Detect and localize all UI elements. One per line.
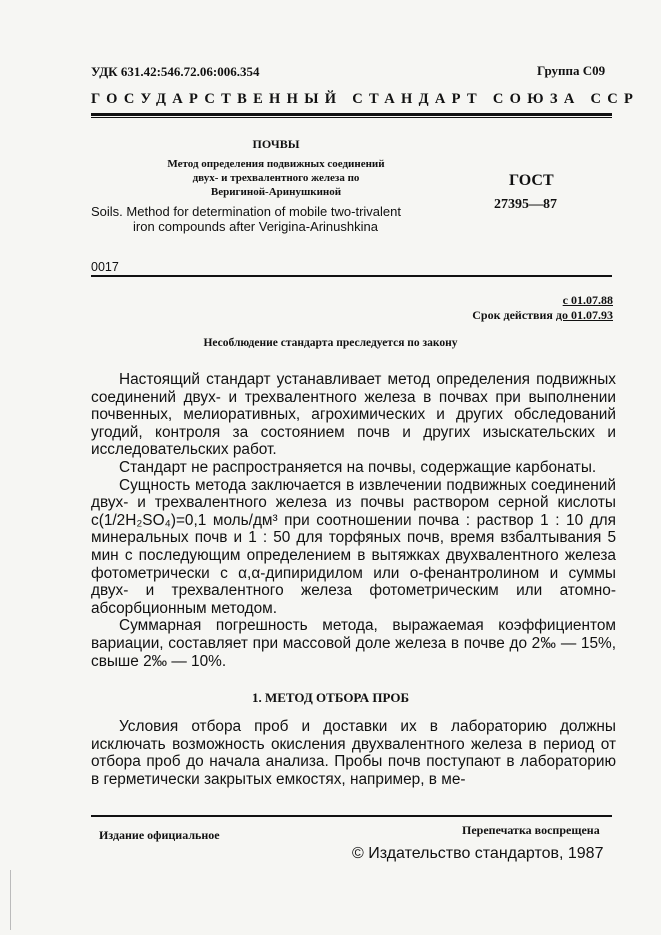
header-rule — [91, 113, 612, 116]
method-title-en — [91, 204, 401, 234]
footer-rule — [91, 815, 612, 817]
method-title-en-line: Soils. Method for determination of mobile two-trivalent — [91, 204, 401, 219]
method-title-ru-line: Веригиной-Аринушкиной — [210, 186, 342, 198]
title-rule — [91, 275, 612, 277]
state-standard-title: ГОСУДАРСТВЕННЫЙ СТАНДАРТ СОЮЗА ССР — [91, 91, 640, 107]
valid-from: с 01.07.88 — [562, 293, 613, 307]
method-title-ru-line: Метод определения подвижных соединений — [167, 158, 385, 170]
gost-label: ГОСТ — [509, 172, 554, 189]
document-title: ПОЧВЫ — [252, 137, 300, 151]
section-heading: 1. МЕТОД ОТБОРА ПРОБ — [251, 690, 410, 705]
reprint-prohibited: Перепечатка воспрещена — [462, 823, 600, 837]
section-text — [91, 718, 616, 788]
validity-dates — [472, 293, 613, 323]
paragraph: Настоящий стандарт устанавливает метод определения подвижных соединений двух- и трехвалентного железа в почвах при выполнении почвенных, мелиоративных, агрохимических и других обследований угодий, контроля за состоянием почв и других изыскательских и исследовательских работ. — [91, 371, 616, 459]
paragraph: Условия отбора проб и доставки их в лабораторию должны исключать возможность окисления двухвалентного железа в период от отбора проб до начала анализа. Пробы почв поступают в лабораторию в герметически закрытых емкостях, например, в ме- — [91, 718, 616, 788]
paragraph: Стандарт не распространяется на почвы, содержащие карбонаты. — [119, 458, 597, 476]
udk-code: УДК 631.42:546.72.06:006.354 — [91, 64, 260, 79]
header-rule-thin — [91, 117, 612, 118]
method-title-en-line: iron compounds after Verigina-Arinushkina — [133, 219, 378, 234]
gost-number: 27395—87 — [494, 197, 557, 212]
group-code: Группа С09 — [537, 63, 606, 78]
method-title-ru-line: двух- и трехвалентного железа по — [192, 172, 360, 184]
method-title-ru — [120, 157, 432, 199]
scan-edge — [10, 870, 11, 930]
paragraph: Сущность метода заключается в извлечении подвижных соединений двух- и трехвалентного железа из почвы раствором серной кислоты c(1/2H₂SO₄)=0,1 моль/дм³ при соотношении почва : раствор 1 : 10 для минеральных почв и 1 : 50 для торфяных почв, время взбалтывания 5 мин с последующим определением в вытяжках двухвалентного железа фотометрически с α,α-дипиридилом или o-фенантролином и суммы двух- и трехвалентного железа фотометрическим или атомно-абсорбционным методом. — [91, 476, 616, 617]
legal-notice: Несоблюдение стандарта преследуется по закону — [203, 337, 458, 349]
copyright: © Издательство стандартов, 1987 — [352, 845, 604, 862]
intro-text — [91, 371, 616, 670]
validity-label: Срок действия — [472, 308, 553, 322]
paragraph: Суммарная погрешность метода, выражаемая коэффициентом вариации, составляет при массовой доле железа в почве до 2‰ — 15%, свыше 2‰ — 10%. — [91, 617, 616, 670]
valid-to: до 01.07.93 — [555, 308, 613, 322]
okstu-code: 0017 — [91, 260, 119, 274]
official-edition: Издание официальное — [99, 828, 220, 842]
